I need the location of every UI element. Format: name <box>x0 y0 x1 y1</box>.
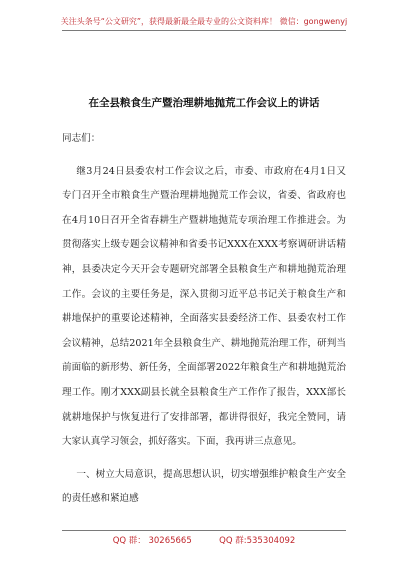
header-divider <box>62 30 346 31</box>
body-paragraph: 继3月24日县委农村工作会议之后，市委、市政府在4月1日又专门召开全市粮食生产暨治理耕地抛荒工作会议，省委、省政府也在4月10日召开全省春耕生产暨耕地抛荒专项治理工作推进会。为贯彻落实上级专题会议精神和省委书记XXX在XXX考察调研讲话精神，县委决定今天开会专题研究部署全县粮食生产和耕地抛荒治理工作。会议的主要任务是，深入贯彻习近平总书记关于粮食生产和耕地保护的重要论述精神，全面落实县委经济工作、县委农村工作会议精神，总结2021年全县粮食生产、耕地抛荒治理工作，研判当前面临的新形势、新任务，全面部署2022年粮食生产和耕地抛荒治理工作。刚才XXX副县长就全县粮食生产工作作了报告，XXX部长就耕地保护与恢复进行了安排部署，都讲得很好，我完全赞同，请大家认真学习领会，抓好落实。下面，我再讲三点意见。 <box>62 165 346 448</box>
footer-divider <box>62 530 346 531</box>
footer <box>0 534 408 546</box>
paragraph-gap <box>62 455 346 463</box>
section-heading: 一、树立大局意识，提高思想认识，切实增强维护粮食生产安全的责任感和紧迫感 <box>62 468 346 505</box>
salutation: 同志们： <box>62 133 101 144</box>
footer-qq-group-2: QQ 群:535304092 <box>219 536 296 546</box>
paragraph-gap <box>62 152 346 160</box>
footer-qq-group-1: QQ 群： 30265665 <box>112 536 192 546</box>
header-note: 关注头条号“公文研究”，获得最新最全最专业的公文资料库！ 微信：gongwenyj <box>60 17 348 26</box>
document-body <box>62 127 346 512</box>
document-title: 在全县粮食生产暨治理耕地抛荒工作会议上的讲话 <box>88 97 320 109</box>
